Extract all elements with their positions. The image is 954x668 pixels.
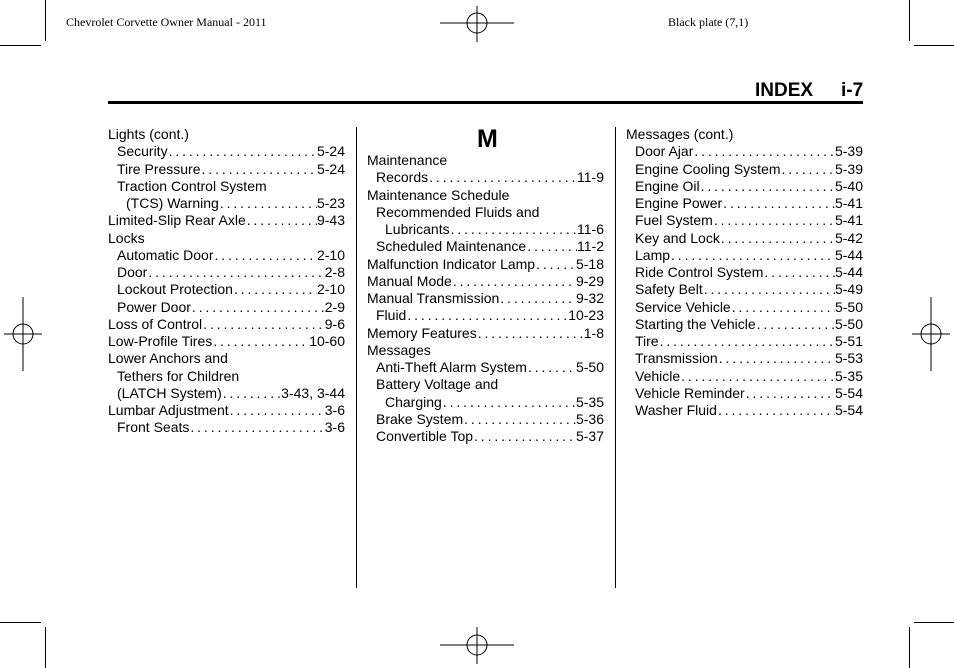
index-entry-page: 9-6: [324, 315, 345, 332]
index-entry: [367, 411, 604, 428]
index-entry: [108, 161, 345, 178]
index-entry: [108, 143, 345, 160]
index-entry: [626, 264, 863, 281]
index-entry-page: 3-43, 3-44: [281, 384, 345, 401]
index-entry-term: Vehicle: [635, 367, 681, 384]
index-entry: [108, 385, 345, 402]
index-entry-page: 3-6: [324, 419, 345, 436]
index-entry: Maintenance: [367, 152, 448, 168]
index-entry-page: 10-60: [309, 333, 345, 349]
index-entry-term: Automatic Door: [117, 246, 214, 263]
index-entry-term: Manual Transmission: [367, 290, 500, 306]
index-entry-page: 5-42: [834, 229, 863, 246]
index-entry: [626, 402, 863, 419]
dot-leader: [202, 316, 325, 333]
index-entry: [108, 264, 345, 281]
index-entry: [626, 333, 863, 350]
index-entry-term: Fluid: [376, 307, 407, 324]
dot-leader: [212, 333, 309, 350]
index-entry: Maintenance Schedule: [367, 186, 510, 203]
registration-mark-left: [4, 297, 42, 371]
index-entry-page: 5-35: [575, 393, 604, 410]
index-entry: Lower Anchors and: [108, 350, 228, 367]
header-plate-label: Black plate (7,1): [668, 15, 749, 29]
index-entry-term: Limited-Slip Rear Axle: [108, 212, 246, 229]
index-entry: [367, 169, 604, 186]
dot-leader: [201, 161, 317, 178]
index-entry: [108, 419, 345, 436]
index-entry: Battery Voltage and: [376, 376, 499, 393]
dot-leader: [246, 212, 317, 229]
section-title: INDEX: [755, 80, 814, 101]
header-manual-title: Chevrolet Corvette Owner Manual - 2011: [66, 15, 267, 29]
index-entry-term: Loss of Control: [108, 315, 203, 332]
index-entry: [626, 299, 863, 316]
index-entry-term: Lamp: [635, 246, 671, 263]
index-entry-page: 5-23: [316, 195, 345, 211]
index-entry-page: 5-50: [834, 298, 863, 315]
index-entry-term: Power Door: [117, 298, 191, 315]
index-entry-page: 9-32: [575, 290, 604, 306]
index-entry-term: Transmission: [635, 350, 718, 367]
dot-leader: [731, 299, 835, 316]
index-entry-page: 2-8: [324, 264, 345, 280]
index-entry: [367, 256, 604, 273]
index-entry: [367, 394, 604, 411]
index-entry: [626, 212, 863, 229]
index-entry: [367, 238, 604, 255]
index-entry-page: 5-44: [834, 246, 863, 263]
index-entry: [108, 247, 345, 264]
index-entry-term: Low-Profile Tires: [108, 333, 213, 349]
index-entry-term: Door: [117, 264, 148, 280]
registration-mark-right: [912, 297, 950, 371]
dot-leader: [763, 264, 835, 281]
index-entry: [367, 428, 604, 445]
index-entry-term: Fuel System: [635, 212, 713, 229]
dot-leader: [213, 247, 316, 264]
index-entry: [626, 178, 863, 195]
index-entry-term: (TCS) Warning: [126, 195, 219, 211]
dot-leader: [745, 385, 835, 402]
index-entry-term: Security: [117, 143, 168, 160]
index-entry-page: 5-39: [834, 160, 863, 177]
index-column-3: [626, 126, 863, 419]
index-entry: [367, 290, 604, 307]
dot-leader: [535, 256, 576, 273]
registration-mark-bottom: [440, 627, 514, 664]
index-entry-term: Key and Lock: [635, 229, 720, 246]
dot-leader: [680, 368, 835, 385]
index-entry: [626, 316, 863, 333]
index-entry-term: Service Vehicle: [635, 298, 731, 315]
dot-leader: [406, 307, 568, 324]
index-entry-term: Anti-Theft Alarm System: [376, 359, 527, 375]
index-entry: [108, 281, 345, 298]
dot-leader: [722, 195, 835, 212]
dot-leader: [191, 299, 325, 316]
index-entry-page: 5-40: [834, 177, 863, 194]
index-entry-term: Charging: [385, 393, 442, 410]
index-entry-page: 5-54: [834, 402, 863, 418]
index-entry-term: Starting the Vehicle: [635, 315, 756, 332]
dot-leader: [189, 419, 324, 436]
index-entry-term: Washer Fluid: [635, 402, 717, 418]
index-entry: [108, 316, 345, 333]
index-entry-page: 2-10: [316, 281, 345, 298]
dot-leader: [442, 394, 576, 411]
dot-leader: [693, 143, 835, 160]
index-entry-term: Lubricants: [385, 221, 450, 237]
index-entry-page: 5-50: [575, 359, 604, 375]
dot-leader: [477, 325, 584, 342]
index-entry-page: 9-29: [575, 272, 604, 289]
index-entry-term: Engine Power: [635, 195, 723, 211]
index-entry-page: 10-23: [568, 307, 604, 324]
column-divider: [615, 127, 616, 588]
index-entry-page: 5-24: [316, 143, 345, 160]
dot-leader: [703, 281, 835, 298]
dot-leader: [452, 273, 576, 290]
index-entry-term: Vehicle Reminder: [635, 384, 745, 401]
index-entry: [367, 359, 604, 376]
dot-leader: [718, 350, 835, 367]
index-entry-page: 5-36: [575, 410, 604, 427]
dot-leader: [450, 221, 577, 238]
letter-heading: M: [477, 125, 498, 153]
index-entry: [626, 281, 863, 298]
index-entry-term: Safety Belt: [635, 281, 703, 298]
index-entry-term: Records: [376, 169, 429, 186]
dot-leader: [222, 385, 281, 402]
index-entry: [108, 299, 345, 316]
index-entry-page: 11-9: [577, 169, 604, 186]
dot-leader: [499, 290, 576, 307]
index-entry-page: 5-44: [834, 264, 863, 280]
index-entry-term: (LATCH System): [117, 384, 222, 401]
dot-leader: [700, 178, 835, 195]
page-number: i-7: [841, 80, 864, 101]
index-column-2: [367, 126, 604, 445]
index-entry: Locks: [108, 229, 145, 246]
index-entry-page: 2-10: [316, 246, 345, 263]
index-entry-term: Scheduled Maintenance: [376, 238, 527, 255]
registration-mark-top: [440, 6, 514, 42]
dot-leader: [229, 402, 325, 419]
index-entry-term: Engine Cooling System: [635, 160, 781, 177]
index-entry-page: 11-6: [577, 221, 604, 237]
dot-leader: [781, 161, 835, 178]
dot-leader: [527, 359, 576, 376]
dot-leader: [526, 238, 577, 255]
index-entry-page: 5-50: [834, 315, 863, 332]
index-entry-term: Memory Features: [367, 324, 477, 341]
index-entry-term: Engine Oil: [635, 177, 700, 194]
index-entry: [108, 195, 345, 212]
dot-leader: [720, 230, 835, 247]
index-entry-term: Tire: [635, 333, 659, 349]
index-entry: [626, 195, 863, 212]
index-entry-term: Door Ajar: [635, 143, 694, 160]
index-entry-page: 5-39: [834, 143, 863, 160]
index-entry-page: 5-51: [834, 333, 863, 349]
dot-leader: [147, 264, 324, 281]
index-entry-page: 2-9: [324, 298, 345, 315]
index-entry-term: Manual Mode: [367, 272, 452, 289]
title-rule: [108, 101, 863, 104]
index-entry-page: 11-2: [577, 238, 604, 255]
dot-leader: [463, 411, 576, 428]
index-entry-page: 5-41: [834, 195, 863, 211]
index-entry-page: 5-24: [316, 160, 345, 177]
index-entry: [108, 333, 345, 350]
dot-leader: [219, 195, 317, 212]
dot-leader: [670, 247, 835, 264]
index-entry: [367, 273, 604, 290]
index-entry-term: Front Seats: [117, 419, 190, 436]
index-entry: [108, 402, 345, 419]
index-entry-term: Lumbar Adjustment: [108, 402, 229, 418]
index-entry: [626, 161, 863, 178]
index-entry-page: 3-6: [324, 402, 345, 418]
index-entry-page: 5-54: [834, 384, 863, 401]
index-entry: [367, 221, 604, 238]
dot-leader: [713, 212, 835, 229]
index-entry: [367, 325, 604, 342]
column-divider: [356, 127, 357, 588]
index-entry-term: Convertible Top: [376, 428, 474, 444]
index-entry-page: 9-43: [316, 212, 345, 229]
index-entry-term: Malfunction Indicator Lamp: [367, 255, 536, 272]
dot-leader: [659, 333, 835, 350]
index-entry-term: Tire Pressure: [117, 160, 201, 177]
index-entry-term: Brake System: [376, 410, 464, 427]
index-entry-page: 5-18: [575, 255, 604, 272]
index-entry: [626, 385, 863, 402]
index-entry: [626, 143, 863, 160]
index-entry: Tethers for Children: [117, 367, 240, 384]
index-entry: Traction Control System: [117, 177, 267, 194]
dot-leader: [233, 281, 317, 298]
index-entry-page: 5-41: [834, 212, 863, 229]
index-entry: Messages: [367, 341, 431, 358]
index-entry: [367, 307, 604, 324]
index-entry: [108, 212, 345, 229]
index-entry: [626, 368, 863, 385]
index-entry-page: 1-8: [583, 324, 604, 341]
dot-leader: [473, 428, 576, 445]
index-entry-page: 5-37: [575, 428, 604, 444]
index-entry: [626, 247, 863, 264]
dot-leader: [428, 169, 577, 186]
index-entry-page: 5-49: [834, 281, 863, 298]
index-entry-page: 5-35: [834, 367, 863, 384]
index-entry-term: Lockout Protection: [117, 281, 233, 298]
dot-leader: [756, 316, 835, 333]
dot-leader: [168, 143, 317, 160]
index-entry-page: 5-53: [834, 350, 863, 367]
page-title: [108, 80, 863, 102]
index-entry: Recommended Fluids and: [376, 203, 540, 220]
index-entry: [626, 350, 863, 367]
index-column-1: [108, 126, 345, 437]
dot-leader: [717, 402, 835, 419]
index-entry: Messages (cont.): [626, 126, 734, 142]
index-entry: [626, 230, 863, 247]
index-entry-term: Ride Control System: [635, 264, 764, 280]
index-entry: Lights (cont.): [108, 126, 189, 142]
